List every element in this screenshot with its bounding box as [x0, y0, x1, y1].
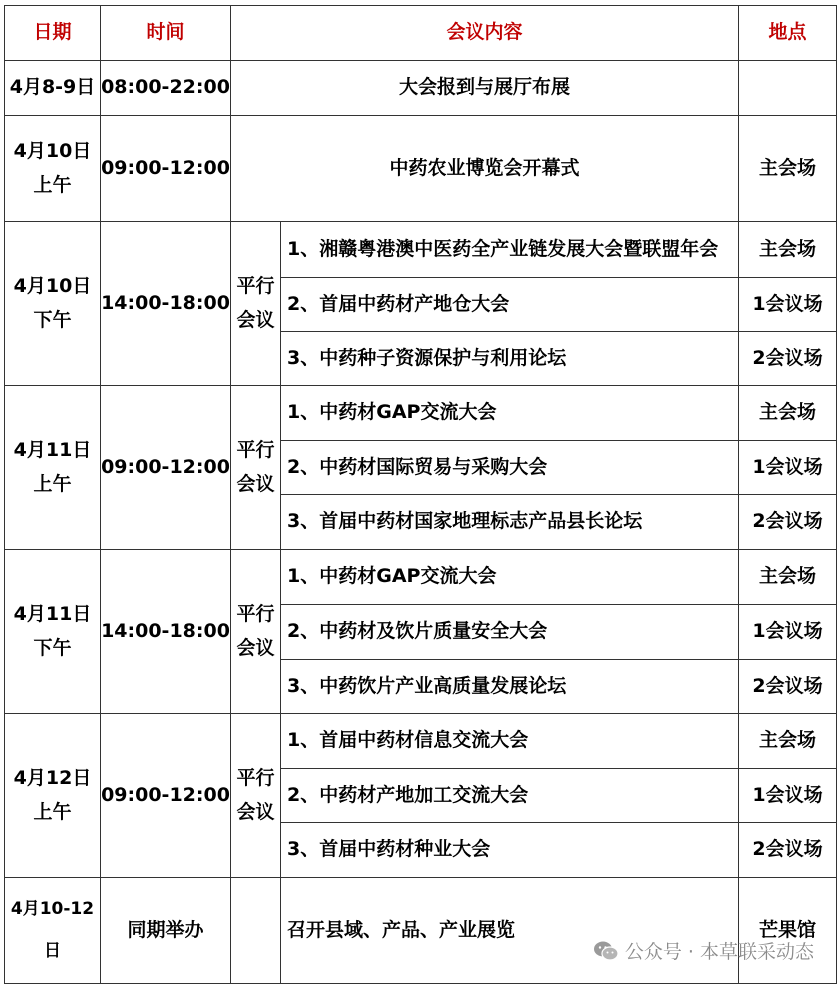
schedule-table	[4, 5, 837, 984]
header-date: 日期	[5, 6, 101, 61]
date-line: 4月11日	[13, 438, 92, 461]
place-cell: 2会议场	[739, 495, 837, 550]
content-cell: 2、中药材国际贸易与采购大会	[281, 441, 739, 495]
date-line: 4月11日	[13, 602, 92, 625]
date-cell	[5, 878, 101, 984]
header-time: 时间	[101, 6, 231, 61]
date-line: 日	[44, 940, 61, 961]
date-cell	[5, 222, 101, 386]
watermark	[593, 937, 814, 964]
session-type-line: 会议	[236, 472, 275, 495]
time-cell: 09:00-12:00	[101, 116, 231, 222]
period-line: 下午	[33, 636, 72, 659]
place-cell: 2会议场	[739, 823, 837, 878]
place-cell: 1会议场	[739, 769, 837, 823]
date-cell: 4月8-9日	[5, 61, 101, 116]
place-cell: 1会议场	[739, 278, 837, 332]
session-type-cell	[231, 222, 281, 386]
content-cell: 3、中药饮片产业高质量发展论坛	[281, 660, 739, 714]
place-cell: 主会场	[739, 550, 837, 605]
content-cell: 1、中药材GAP交流大会	[281, 550, 739, 605]
table-row	[5, 116, 837, 222]
watermark-text: 公众号 · 本草联采动态	[624, 941, 814, 963]
date-line: 4月10日	[13, 274, 92, 297]
date-cell	[5, 386, 101, 550]
content-cell: 3、首届中药材国家地理标志产品县长论坛	[281, 495, 739, 550]
wechat-icon	[593, 940, 619, 962]
place-cell: 主会场	[739, 116, 837, 222]
table-row	[5, 550, 837, 605]
time-cell: 09:00-12:00	[101, 714, 231, 878]
content-cell: 2、首届中药材产地仓大会	[281, 278, 739, 332]
time-cell: 14:00-18:00	[101, 550, 231, 714]
header-place: 地点	[739, 6, 837, 61]
place-cell: 2会议场	[739, 660, 837, 714]
session-type-line: 会议	[236, 636, 275, 659]
session-type-cell	[231, 386, 281, 550]
time-cell: 同期举办	[101, 878, 231, 984]
table-row	[5, 222, 837, 278]
place-cell: 主会场	[739, 386, 837, 441]
session-type-line: 会议	[236, 800, 275, 823]
content-cell: 1、首届中药材信息交流大会	[281, 714, 739, 769]
place-cell: 主会场	[739, 222, 837, 278]
content-cell: 中药农业博览会开幕式	[231, 116, 739, 222]
content-cell: 3、首届中药材种业大会	[281, 823, 739, 878]
date-cell	[5, 714, 101, 878]
date-line: 4月10日	[13, 139, 92, 162]
session-type-line: 平行	[236, 602, 275, 625]
date-line: 4月10-12	[10, 898, 95, 919]
content-cell: 1、湘赣粤港澳中医药全产业链发展大会暨联盟年会	[281, 222, 739, 278]
date-line: 4月12日	[13, 766, 92, 789]
table-row	[5, 714, 837, 769]
header-row	[5, 6, 837, 61]
header-content: 会议内容	[231, 6, 739, 61]
session-type-line: 平行	[236, 766, 275, 789]
period-line: 上午	[33, 472, 72, 495]
place-cell: 1会议场	[739, 605, 837, 660]
period-line: 上午	[33, 173, 72, 196]
place-cell: 1会议场	[739, 441, 837, 495]
empty-cell	[231, 878, 281, 984]
session-type-cell	[231, 550, 281, 714]
time-cell: 08:00-22:00	[101, 61, 231, 116]
table-row	[5, 878, 837, 984]
time-cell: 09:00-12:00	[101, 386, 231, 550]
content-cell: 2、中药材及饮片质量安全大会	[281, 605, 739, 660]
time-cell: 14:00-18:00	[101, 222, 231, 386]
session-type-cell	[231, 714, 281, 878]
place-cell: 2会议场	[739, 332, 837, 386]
content-cell: 2、中药材产地加工交流大会	[281, 769, 739, 823]
content-cell: 1、中药材GAP交流大会	[281, 386, 739, 441]
session-type-line: 会议	[236, 308, 275, 331]
content-cell: 召开县域、产品、产业展览	[281, 878, 739, 984]
table-row	[5, 386, 837, 441]
content-cell: 3、中药种子资源保护与利用论坛	[281, 332, 739, 386]
table-row	[5, 61, 837, 116]
content-cell: 大会报到与展厅布展	[231, 61, 739, 116]
place-cell	[739, 61, 837, 116]
date-cell	[5, 550, 101, 714]
session-type-line: 平行	[236, 274, 275, 297]
place-cell: 芒果馆	[739, 878, 837, 984]
period-line: 上午	[33, 800, 72, 823]
place-cell: 主会场	[739, 714, 837, 769]
session-type-line: 平行	[236, 438, 275, 461]
date-cell	[5, 116, 101, 222]
period-line: 下午	[33, 308, 72, 331]
